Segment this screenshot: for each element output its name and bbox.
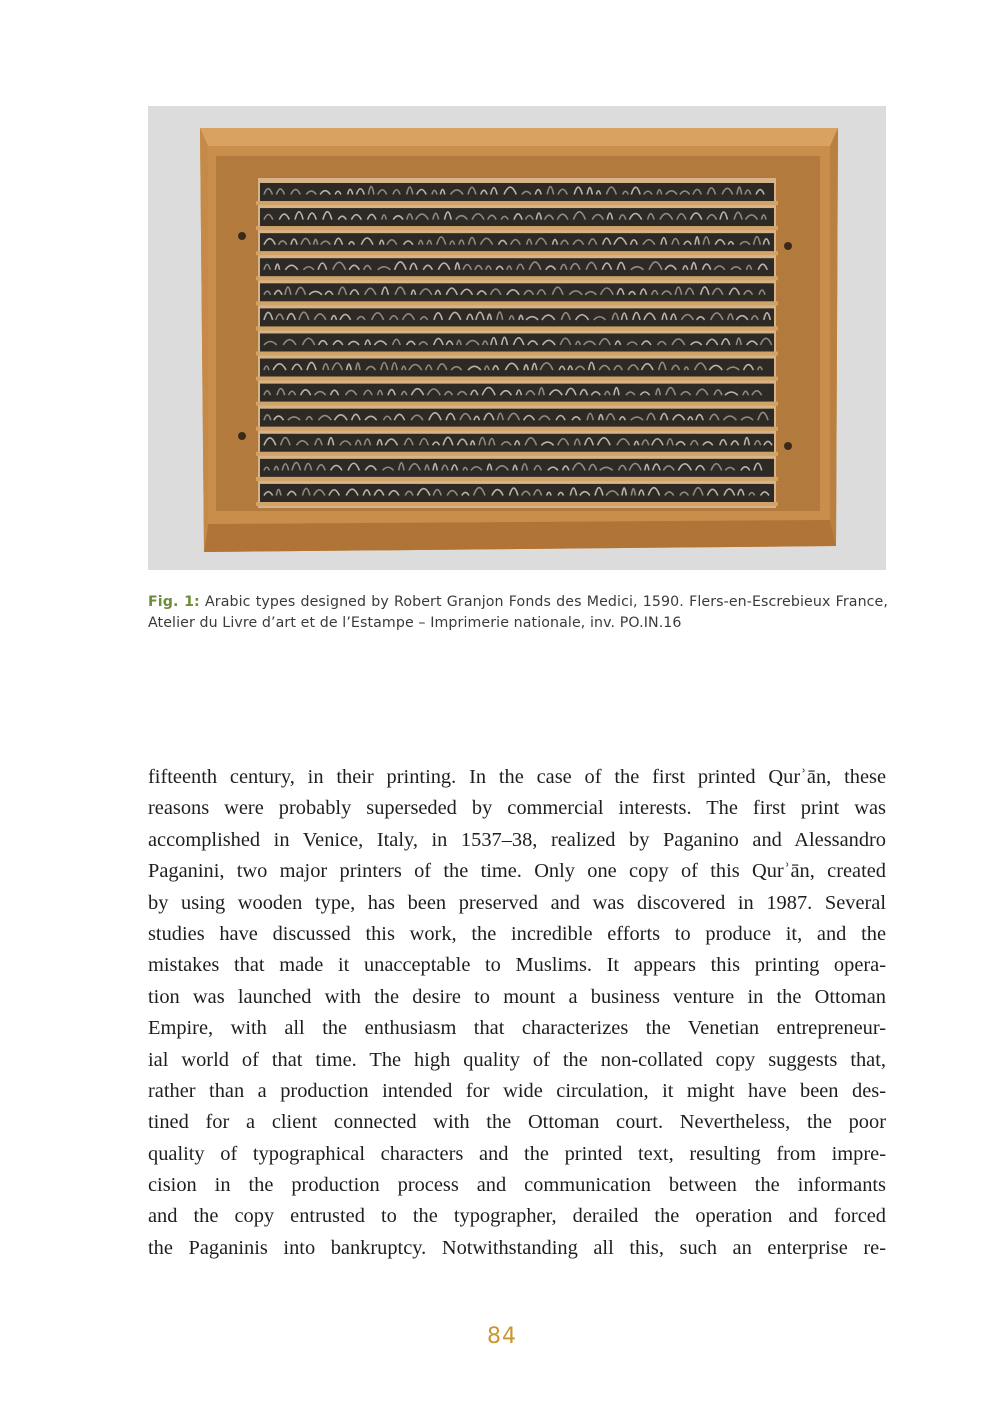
caption-text-1: Arabic types designed by Robert Granjon Fonds des Medici, 1590. Flers-en-Escrebieux France, bbox=[199, 594, 888, 610]
body-line: by using wooden type, has been preserved and was discovered in 1987. Several bbox=[148, 891, 886, 914]
body-line: mistakes that made it unacceptable to Muslims. It appears this printing opera- bbox=[148, 954, 886, 977]
figure-caption bbox=[148, 592, 888, 634]
row-divider bbox=[256, 352, 778, 356]
row-divider bbox=[256, 402, 778, 406]
body-line: quality of typographical characters and the printed text, resulting from impre- bbox=[148, 1142, 886, 1165]
row-divider bbox=[256, 502, 778, 506]
type-row bbox=[260, 208, 774, 226]
row-divider bbox=[256, 226, 778, 230]
row-divider bbox=[256, 201, 778, 205]
row-divider bbox=[256, 452, 778, 456]
body-line: rather than a production intended for wide circulation, it might have been des- bbox=[148, 1079, 886, 1102]
body-paragraph bbox=[148, 762, 886, 1264]
body-line: cision in the production process and communication between the informants bbox=[148, 1174, 886, 1197]
body-line: fifteenth century, in their printing. In the case of the first printed Qurʾān, these bbox=[148, 766, 886, 788]
body-line: ial world of that time. The high quality of the non-collated copy suggests that, bbox=[148, 1048, 886, 1071]
row-divider bbox=[256, 301, 778, 305]
row-divider bbox=[256, 377, 778, 381]
caption-line-1 bbox=[148, 592, 888, 613]
body-line: the Paganinis into bankruptcy. Notwithstanding all this, such an enterprise re- bbox=[148, 1236, 886, 1259]
body-line: and the copy entrusted to the typographer, derailed the operation and forced bbox=[148, 1205, 886, 1228]
row-divider bbox=[256, 251, 778, 255]
row-divider bbox=[256, 276, 778, 280]
body-line: Empire, with all the enthusiasm that characterizes the Venetian entrepreneur- bbox=[148, 1017, 886, 1040]
type-row bbox=[260, 233, 774, 251]
body-line: tion was launched with the desire to mount a business venture in the Ottoman bbox=[148, 985, 886, 1008]
page-number: 84 bbox=[487, 1324, 517, 1349]
body-line: Paganini, two major printers of the time. Only one copy of this Qurʾān, created bbox=[148, 860, 886, 883]
body-line: reasons were probably superseded by commercial interests. The first print was bbox=[148, 797, 886, 820]
caption-line-2: Atelier du Livre d’art et de l’Estampe – Imprimerie nationale, inv. PO.IN.16 bbox=[148, 615, 682, 631]
row-divider bbox=[256, 326, 778, 330]
row-divider bbox=[256, 477, 778, 481]
caption-label: Fig. 1: bbox=[148, 594, 200, 610]
body-line: studies have discussed this work, the incredible efforts to produce it, and the bbox=[148, 922, 886, 945]
row-divider bbox=[256, 427, 778, 431]
figure-image bbox=[148, 106, 886, 570]
type-row bbox=[260, 308, 774, 326]
type-case-illustration bbox=[148, 106, 886, 570]
body-line: tined for a client connected with the Ottoman court. Nevertheless, the poor bbox=[148, 1111, 886, 1134]
body-line: accomplished in Venice, Italy, in 1537–38, realized by Paganino and Alessandro bbox=[148, 828, 886, 851]
